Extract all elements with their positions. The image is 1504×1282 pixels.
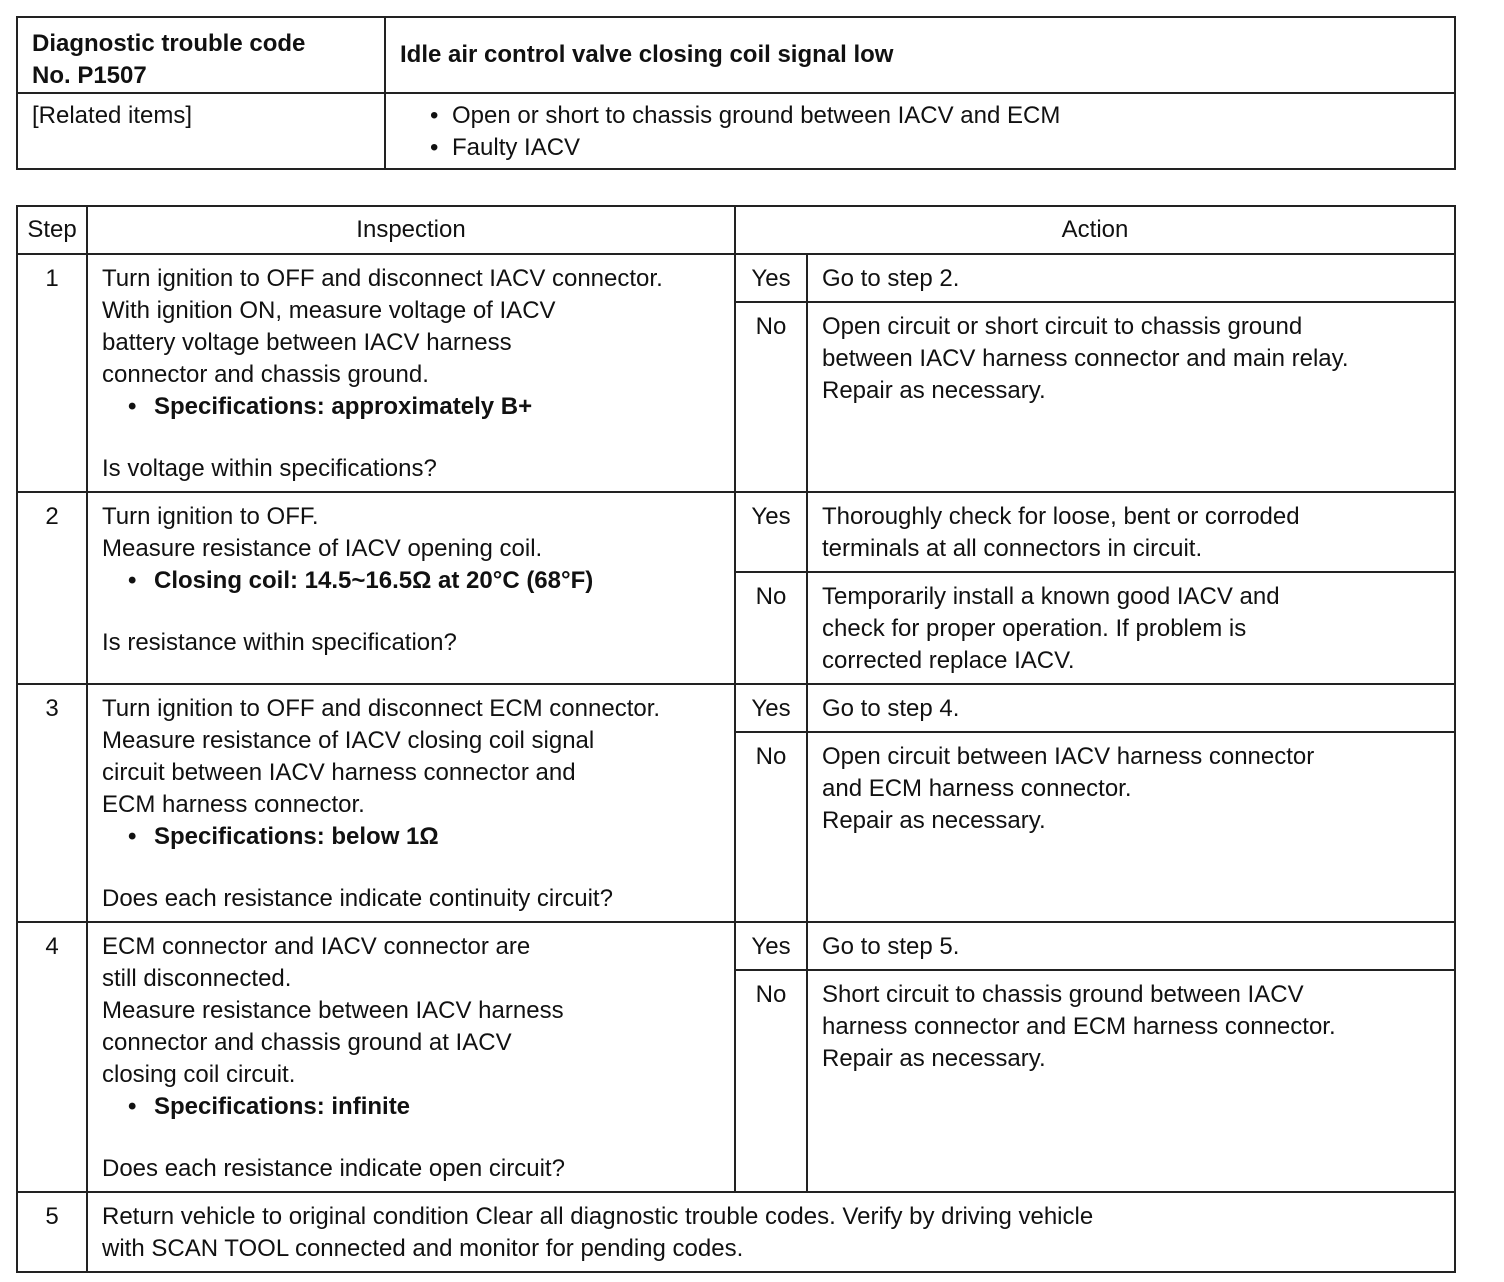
inspection-question: Is resistance within specification? (102, 629, 457, 656)
instruction-line: Return vehicle to original condition Clear all diagnostic trouble codes. Verify by driving vehicle (102, 1203, 1094, 1230)
related-items-label: [Related items] (17, 93, 385, 169)
action-line: Go to step 2. (822, 265, 960, 292)
yes-label: Yes (735, 684, 807, 732)
related-items-list (385, 93, 1455, 169)
inspection-question: Does each resistance indicate open circuit? (102, 1155, 565, 1182)
action-line: Repair as necessary. (822, 377, 1046, 404)
inspection-line: Turn ignition to OFF. (102, 503, 319, 530)
related-items-row (17, 93, 1455, 169)
inspection-line: Measure resistance of IACV closing coil signal (102, 727, 595, 754)
step-3-yes-row (17, 684, 1455, 732)
yes-action (807, 492, 1455, 572)
dtc-code-label (17, 17, 385, 93)
step-number: 3 (17, 684, 87, 922)
inspection-line: closing coil circuit. (102, 1061, 296, 1088)
yes-label: Yes (735, 492, 807, 572)
instruction-line: with SCAN TOOL connected and monitor for pending codes. (102, 1235, 744, 1262)
inspection-question: Does each resistance indicate continuity circuit? (102, 885, 613, 912)
step-number: 1 (17, 254, 87, 492)
no-label: No (735, 572, 807, 684)
related-item: • Open or short to chassis ground between IACV and ECM (426, 100, 1444, 132)
inspection-line: Measure resistance between IACV harness (102, 997, 564, 1024)
action-column-header: Action (735, 206, 1455, 254)
step-3-inspection (87, 684, 735, 922)
action-line: Temporarily install a known good IACV and (822, 583, 1280, 610)
inspection-line: battery voltage between IACV harness (102, 329, 512, 356)
step-4-yes-row (17, 922, 1455, 970)
inspection-line: ECM harness connector. (102, 791, 365, 818)
action-line: between IACV harness connector and main relay. (822, 345, 1349, 372)
step-2-yes-row (17, 492, 1455, 572)
action-line: Thoroughly check for loose, bent or corroded (822, 503, 1300, 530)
no-label: No (735, 732, 807, 922)
inspection-line: Turn ignition to OFF and disconnect ECM connector. (102, 695, 661, 722)
yes-label: Yes (735, 254, 807, 302)
no-action (807, 302, 1455, 492)
step-5-instruction (87, 1192, 1455, 1272)
action-line: check for proper operation. If problem is (822, 615, 1247, 642)
step-number: 4 (17, 922, 87, 1192)
yes-action (807, 922, 1455, 970)
action-line: Open circuit or short circuit to chassis ground (822, 313, 1303, 340)
specification: • Specifications: infinite (128, 1091, 724, 1123)
action-line: Repair as necessary. (822, 1045, 1046, 1072)
no-action (807, 732, 1455, 922)
action-line: harness connector and ECM harness connector. (822, 1013, 1336, 1040)
step-4-inspection (87, 922, 735, 1192)
step-5-row (17, 1192, 1455, 1272)
step-2-inspection (87, 492, 735, 684)
inspection-line: circuit between IACV harness connector and (102, 759, 576, 786)
action-line: terminals at all connectors in circuit. (822, 535, 1203, 562)
yes-label: Yes (735, 922, 807, 970)
yes-action (807, 254, 1455, 302)
no-label: No (735, 970, 807, 1192)
inspection-line: connector and chassis ground at IACV (102, 1029, 512, 1056)
action-line: Open circuit between IACV harness connector (822, 743, 1315, 770)
steps-header-row (17, 206, 1455, 254)
dtc-title: Idle air control valve closing coil signal low (385, 17, 1455, 93)
step-number: 2 (17, 492, 87, 684)
action-line: Go to step 5. (822, 933, 960, 960)
inspection-line: still disconnected. (102, 965, 292, 992)
related-item: • Faulty IACV (426, 132, 1444, 164)
dtc-code-number: No. P1507 (32, 62, 147, 89)
inspection-line: Turn ignition to OFF and disconnect IACV connector. (102, 265, 663, 292)
inspection-column-header: Inspection (87, 206, 735, 254)
no-action (807, 572, 1455, 684)
no-label: No (735, 302, 807, 492)
inspection-line: connector and chassis ground. (102, 361, 429, 388)
inspection-line: With ignition ON, measure voltage of IACV (102, 297, 556, 324)
step-1-inspection (87, 254, 735, 492)
action-line: Repair as necessary. (822, 807, 1046, 834)
dtc-code-label-line1: Diagnostic trouble code (32, 30, 306, 57)
specification: • Closing coil: 14.5~16.5Ω at 20°C (68°F) (128, 565, 724, 597)
action-line: Short circuit to chassis ground between IACV (822, 981, 1304, 1008)
diagnostic-steps-table (16, 205, 1456, 1273)
dtc-row (17, 17, 1455, 93)
action-line: corrected replace IACV. (822, 647, 1075, 674)
yes-action (807, 684, 1455, 732)
inspection-line: ECM connector and IACV connector are (102, 933, 531, 960)
inspection-question: Is voltage within specifications? (102, 455, 437, 482)
action-line: Go to step 4. (822, 695, 960, 722)
step-column-header: Step (17, 206, 87, 254)
action-line: and ECM harness connector. (822, 775, 1132, 802)
inspection-line: Measure resistance of IACV opening coil. (102, 535, 543, 562)
step-number: 5 (17, 1192, 87, 1272)
specification: • Specifications: approximately B+ (128, 391, 724, 423)
step-1-yes-row (17, 254, 1455, 302)
dtc-header-table (16, 16, 1456, 170)
no-action (807, 970, 1455, 1192)
specification: • Specifications: below 1Ω (128, 821, 724, 853)
